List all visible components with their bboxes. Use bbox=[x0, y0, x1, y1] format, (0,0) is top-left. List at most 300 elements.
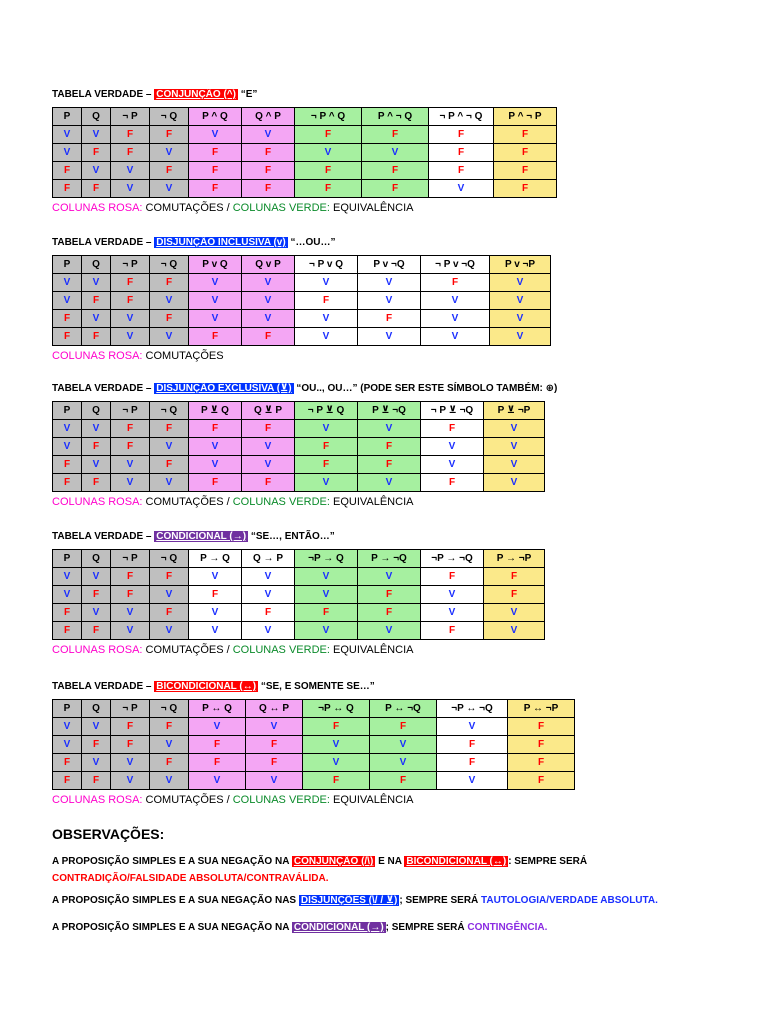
caption-green-label: COLUNAS VERDE: bbox=[232, 202, 330, 214]
truth-value-cell: F bbox=[370, 718, 437, 736]
table-title bbox=[52, 680, 575, 694]
truth-value-cell: F bbox=[242, 162, 295, 180]
header-cell: ¬P ↔ Q bbox=[303, 700, 370, 718]
table-title bbox=[52, 530, 545, 544]
truth-value-cell: V bbox=[303, 736, 370, 754]
truth-value-cell: F bbox=[111, 438, 150, 456]
truth-value-cell: V bbox=[246, 772, 303, 790]
truth-value-cell: V bbox=[82, 162, 111, 180]
truth-value-cell: V bbox=[358, 420, 421, 438]
title-highlight: BICONDICIONAL (↔) bbox=[156, 681, 257, 692]
header-cell: ¬ P bbox=[111, 108, 150, 126]
table-row bbox=[53, 292, 551, 310]
table-row bbox=[53, 772, 575, 790]
truth-value-cell: V bbox=[484, 438, 545, 456]
table-row bbox=[53, 438, 545, 456]
truth-value-cell: F bbox=[53, 754, 82, 772]
truth-value-cell: F bbox=[494, 144, 557, 162]
observation-line-1b: CONTRADIÇÃO/FALSIDADE ABSOLUTA/CONTRAVÁLIDA. bbox=[52, 873, 329, 884]
truth-value-cell: V bbox=[111, 772, 150, 790]
header-cell: ¬ P ^ Q bbox=[295, 108, 362, 126]
truth-value-cell: V bbox=[189, 438, 242, 456]
truth-value-cell: F bbox=[484, 568, 545, 586]
header-cell: P ⊻ ¬P bbox=[484, 402, 545, 420]
truth-value-cell: V bbox=[82, 274, 111, 292]
title-suffix: “SE…, ENTÃO…” bbox=[248, 531, 335, 542]
caption-equivalencia: EQUIVALÊNCIA bbox=[329, 794, 414, 806]
truth-value-cell: V bbox=[111, 754, 150, 772]
truth-value-cell: V bbox=[358, 328, 421, 346]
truth-value-cell: F bbox=[53, 310, 82, 328]
truth-table-section-4 bbox=[52, 530, 545, 657]
truth-value-cell: F bbox=[189, 736, 246, 754]
table-caption bbox=[52, 793, 575, 807]
truth-value-cell: F bbox=[189, 180, 242, 198]
obs-highlight-disjuncoes: DISJUNÇÕES (\/ / ⊻) bbox=[300, 895, 398, 906]
header-cell: Q ↔ P bbox=[246, 700, 303, 718]
title-highlight: DISJUNÇÃO INCLUSIVA (v) bbox=[156, 237, 286, 248]
truth-table bbox=[52, 255, 551, 346]
table-caption bbox=[52, 349, 551, 363]
truth-value-cell: F bbox=[150, 718, 189, 736]
truth-value-cell: F bbox=[508, 754, 575, 772]
truth-value-cell: V bbox=[362, 144, 429, 162]
truth-value-cell: F bbox=[111, 586, 150, 604]
table-row bbox=[53, 622, 545, 640]
header-cell: ¬P ↔ ¬Q bbox=[437, 700, 508, 718]
truth-value-cell: V bbox=[490, 310, 551, 328]
header-cell: ¬ Q bbox=[150, 402, 189, 420]
caption-pink-label: COLUNAS ROSA: bbox=[52, 350, 143, 362]
truth-value-cell: F bbox=[295, 162, 362, 180]
truth-value-cell: F bbox=[82, 772, 111, 790]
truth-value-cell: V bbox=[437, 772, 508, 790]
truth-value-cell: F bbox=[303, 718, 370, 736]
table-row bbox=[53, 456, 545, 474]
truth-value-cell: F bbox=[82, 180, 111, 198]
header-cell: P → Q bbox=[189, 550, 242, 568]
truth-value-cell: V bbox=[490, 274, 551, 292]
header-cell: Q bbox=[82, 108, 111, 126]
truth-value-cell: F bbox=[242, 144, 295, 162]
title-highlight: CONDICIONAL (→) bbox=[156, 531, 247, 542]
truth-value-cell: V bbox=[421, 438, 484, 456]
truth-value-cell: F bbox=[150, 604, 189, 622]
truth-value-cell: F bbox=[189, 162, 242, 180]
truth-value-cell: F bbox=[429, 144, 494, 162]
header-cell: ¬ P bbox=[111, 402, 150, 420]
table-header-row bbox=[53, 256, 551, 274]
title-prefix: TABELA VERDADE – bbox=[52, 681, 152, 692]
table-header-row bbox=[53, 700, 575, 718]
truth-value-cell: F bbox=[484, 586, 545, 604]
truth-value-cell: F bbox=[358, 310, 421, 328]
truth-value-cell: V bbox=[490, 292, 551, 310]
table-row bbox=[53, 420, 545, 438]
obs-text: A PROPOSIÇÃO SIMPLES E A SUA NEGAÇÃO NA bbox=[52, 856, 292, 867]
truth-value-cell: V bbox=[189, 310, 242, 328]
truth-value-cell: V bbox=[295, 622, 358, 640]
truth-value-cell: F bbox=[242, 604, 295, 622]
truth-table-section-3 bbox=[52, 382, 557, 509]
truth-value-cell: V bbox=[484, 420, 545, 438]
truth-value-cell: F bbox=[111, 292, 150, 310]
truth-value-cell: V bbox=[484, 622, 545, 640]
truth-value-cell: F bbox=[421, 420, 484, 438]
header-cell: Q bbox=[82, 256, 111, 274]
truth-value-cell: V bbox=[111, 328, 150, 346]
truth-table-section-1 bbox=[52, 88, 557, 215]
obs-result-contingencia: CONTINGÊNCIA. bbox=[467, 922, 548, 933]
truth-table bbox=[52, 401, 545, 492]
caption-pink-label: COLUNAS ROSA: bbox=[52, 644, 143, 656]
truth-value-cell: V bbox=[189, 772, 246, 790]
truth-value-cell: V bbox=[242, 586, 295, 604]
header-cell: ¬P → Q bbox=[295, 550, 358, 568]
header-cell: ¬ P v Q bbox=[295, 256, 358, 274]
caption-green-label: COLUNAS VERDE: bbox=[232, 496, 330, 508]
truth-value-cell: F bbox=[494, 180, 557, 198]
table-title bbox=[52, 236, 551, 250]
truth-value-cell: V bbox=[150, 292, 189, 310]
truth-value-cell: V bbox=[421, 310, 490, 328]
header-cell: ¬ P ⊻ Q bbox=[295, 402, 358, 420]
header-cell: P bbox=[53, 700, 82, 718]
truth-value-cell: V bbox=[189, 456, 242, 474]
obs-text: : SEMPRE SERÁ bbox=[508, 856, 588, 867]
caption-comutacoes: COMUTAÇÕES bbox=[142, 350, 224, 362]
truth-value-cell: F bbox=[82, 736, 111, 754]
truth-value-cell: F bbox=[150, 456, 189, 474]
truth-value-cell: F bbox=[421, 274, 490, 292]
truth-value-cell: V bbox=[189, 604, 242, 622]
truth-value-cell: V bbox=[295, 568, 358, 586]
truth-value-cell: V bbox=[189, 274, 242, 292]
truth-value-cell: F bbox=[150, 568, 189, 586]
caption-comutacoes: COMUTAÇÕES / bbox=[142, 202, 233, 214]
truth-value-cell: V bbox=[295, 328, 358, 346]
truth-value-cell: F bbox=[421, 474, 484, 492]
obs-highlight-bicondicional: BICONDICIONAL (↔) bbox=[406, 856, 507, 867]
truth-value-cell: F bbox=[53, 456, 82, 474]
caption-equivalencia: EQUIVALÊNCIA bbox=[329, 496, 414, 508]
truth-value-cell: F bbox=[189, 144, 242, 162]
truth-table-section-2 bbox=[52, 236, 551, 363]
header-cell: P ^ ¬ P bbox=[494, 108, 557, 126]
truth-value-cell: V bbox=[150, 622, 189, 640]
truth-value-cell: F bbox=[421, 622, 484, 640]
caption-equivalencia: EQUIVALÊNCIA bbox=[329, 202, 414, 214]
truth-value-cell: V bbox=[53, 568, 82, 586]
truth-value-cell: V bbox=[150, 736, 189, 754]
truth-value-cell: F bbox=[53, 604, 82, 622]
header-cell: P ↔ Q bbox=[189, 700, 246, 718]
truth-value-cell: V bbox=[111, 474, 150, 492]
truth-value-cell: V bbox=[82, 456, 111, 474]
header-cell: Q ⊻ P bbox=[242, 402, 295, 420]
title-suffix: “…OU…” bbox=[287, 237, 336, 248]
obs-text: E NA bbox=[375, 856, 405, 867]
caption-pink-label: COLUNAS ROSA: bbox=[52, 202, 143, 214]
header-cell: P v Q bbox=[189, 256, 242, 274]
caption-comutacoes: COMUTAÇÕES / bbox=[142, 644, 233, 656]
caption-equivalencia: EQUIVALÊNCIA bbox=[329, 644, 414, 656]
table-row bbox=[53, 754, 575, 772]
truth-value-cell: V bbox=[358, 568, 421, 586]
obs-text: A PROPOSIÇÃO SIMPLES E A SUA NEGAÇÃO NA bbox=[52, 922, 292, 933]
title-prefix: TABELA VERDADE – bbox=[52, 531, 152, 542]
truth-table bbox=[52, 549, 545, 640]
truth-value-cell: V bbox=[111, 162, 150, 180]
truth-value-cell: V bbox=[484, 456, 545, 474]
table-row bbox=[53, 328, 551, 346]
truth-value-cell: F bbox=[53, 328, 82, 346]
caption-green-label: COLUNAS VERDE: bbox=[232, 644, 330, 656]
truth-value-cell: V bbox=[189, 622, 242, 640]
obs-highlight-condicional: CONDICIONAL (→) bbox=[293, 922, 384, 933]
truth-value-cell: F bbox=[53, 474, 82, 492]
truth-value-cell: F bbox=[53, 622, 82, 640]
header-cell: ¬P → ¬Q bbox=[421, 550, 484, 568]
truth-value-cell: V bbox=[82, 604, 111, 622]
title-prefix: TABELA VERDADE – bbox=[52, 237, 152, 248]
truth-table bbox=[52, 107, 557, 198]
truth-value-cell: F bbox=[358, 586, 421, 604]
truth-value-cell: V bbox=[189, 292, 242, 310]
truth-value-cell: V bbox=[303, 754, 370, 772]
header-cell: ¬ Q bbox=[150, 108, 189, 126]
truth-value-cell: F bbox=[82, 586, 111, 604]
header-cell: Q bbox=[82, 550, 111, 568]
header-cell: ¬ Q bbox=[150, 700, 189, 718]
header-cell: Q v P bbox=[242, 256, 295, 274]
truth-value-cell: F bbox=[508, 718, 575, 736]
title-suffix: “E” bbox=[237, 89, 258, 100]
truth-value-cell: V bbox=[111, 180, 150, 198]
truth-value-cell: V bbox=[53, 126, 82, 144]
obs-result-tautologia: TAUTOLOGIA/VERDADE ABSOLUTA. bbox=[481, 895, 658, 906]
truth-value-cell: V bbox=[82, 754, 111, 772]
truth-value-cell: V bbox=[53, 438, 82, 456]
observation-line-3 bbox=[52, 922, 547, 933]
truth-value-cell: F bbox=[82, 144, 111, 162]
truth-value-cell: V bbox=[150, 586, 189, 604]
table-row bbox=[53, 586, 545, 604]
truth-value-cell: F bbox=[82, 292, 111, 310]
observation-line-2 bbox=[52, 895, 658, 906]
table-title bbox=[52, 382, 557, 396]
truth-value-cell: V bbox=[150, 144, 189, 162]
truth-value-cell: F bbox=[494, 162, 557, 180]
header-cell: Q → P bbox=[242, 550, 295, 568]
obs-text: ; SEMPRE SERÁ bbox=[385, 922, 468, 933]
table-row bbox=[53, 568, 545, 586]
observation-line-1 bbox=[52, 856, 587, 867]
truth-value-cell: F bbox=[508, 772, 575, 790]
truth-value-cell: V bbox=[421, 604, 484, 622]
truth-value-cell: F bbox=[437, 736, 508, 754]
table-row bbox=[53, 180, 557, 198]
table-header-row bbox=[53, 550, 545, 568]
truth-value-cell: F bbox=[295, 604, 358, 622]
header-cell: ¬ P v ¬Q bbox=[421, 256, 490, 274]
truth-value-cell: V bbox=[82, 420, 111, 438]
header-cell: ¬ P ⊻ ¬Q bbox=[421, 402, 484, 420]
truth-value-cell: F bbox=[53, 772, 82, 790]
truth-value-cell: F bbox=[295, 456, 358, 474]
truth-value-cell: V bbox=[295, 310, 358, 328]
truth-value-cell: F bbox=[111, 144, 150, 162]
truth-value-cell: V bbox=[484, 474, 545, 492]
truth-value-cell: V bbox=[53, 586, 82, 604]
truth-value-cell: V bbox=[242, 126, 295, 144]
truth-value-cell: V bbox=[150, 180, 189, 198]
table-row bbox=[53, 274, 551, 292]
table-title bbox=[52, 88, 557, 102]
header-cell: P bbox=[53, 402, 82, 420]
header-cell: P ↔ ¬P bbox=[508, 700, 575, 718]
truth-value-cell: F bbox=[150, 310, 189, 328]
truth-value-cell: F bbox=[242, 420, 295, 438]
truth-value-cell: V bbox=[490, 328, 551, 346]
truth-value-cell: V bbox=[53, 736, 82, 754]
caption-comutacoes: COMUTAÇÕES / bbox=[142, 794, 233, 806]
table-row bbox=[53, 718, 575, 736]
truth-table-section-5 bbox=[52, 680, 575, 807]
truth-value-cell: F bbox=[421, 568, 484, 586]
truth-value-cell: F bbox=[189, 328, 242, 346]
header-cell: P → ¬P bbox=[484, 550, 545, 568]
truth-value-cell: V bbox=[295, 420, 358, 438]
truth-value-cell: F bbox=[111, 718, 150, 736]
title-suffix: “SE, E SOMENTE SE…” bbox=[258, 681, 375, 692]
truth-value-cell: V bbox=[111, 310, 150, 328]
truth-value-cell: F bbox=[429, 162, 494, 180]
obs-highlight-conjuncao: CONJUNÇÃO (/\) bbox=[293, 856, 374, 867]
truth-value-cell: F bbox=[242, 328, 295, 346]
obs-text: ; SEMPRE SERÁ bbox=[399, 895, 482, 906]
truth-value-cell: F bbox=[111, 736, 150, 754]
truth-value-cell: V bbox=[242, 292, 295, 310]
truth-value-cell: V bbox=[242, 456, 295, 474]
truth-value-cell: V bbox=[295, 586, 358, 604]
truth-value-cell: F bbox=[358, 438, 421, 456]
truth-value-cell: V bbox=[242, 438, 295, 456]
truth-value-cell: V bbox=[189, 718, 246, 736]
header-cell: Q bbox=[82, 700, 111, 718]
truth-value-cell: F bbox=[362, 180, 429, 198]
header-cell: P v ¬P bbox=[490, 256, 551, 274]
truth-value-cell: V bbox=[53, 274, 82, 292]
header-cell: P ↔ ¬Q bbox=[370, 700, 437, 718]
truth-value-cell: V bbox=[295, 474, 358, 492]
truth-value-cell: V bbox=[358, 292, 421, 310]
truth-value-cell: F bbox=[150, 162, 189, 180]
table-caption bbox=[52, 643, 545, 657]
truth-value-cell: V bbox=[246, 718, 303, 736]
truth-value-cell: V bbox=[150, 474, 189, 492]
table-row bbox=[53, 310, 551, 328]
truth-value-cell: F bbox=[189, 754, 246, 772]
truth-value-cell: F bbox=[111, 568, 150, 586]
table-header-row bbox=[53, 402, 545, 420]
truth-value-cell: F bbox=[429, 126, 494, 144]
truth-value-cell: F bbox=[111, 274, 150, 292]
truth-value-cell: V bbox=[437, 718, 508, 736]
table-caption bbox=[52, 201, 557, 215]
truth-value-cell: V bbox=[189, 126, 242, 144]
caption-pink-label: COLUNAS ROSA: bbox=[52, 496, 143, 508]
truth-value-cell: F bbox=[362, 162, 429, 180]
truth-value-cell: F bbox=[242, 180, 295, 198]
truth-table bbox=[52, 699, 575, 790]
truth-value-cell: V bbox=[150, 772, 189, 790]
truth-value-cell: V bbox=[370, 736, 437, 754]
header-cell: P ^ Q bbox=[189, 108, 242, 126]
truth-value-cell: V bbox=[295, 274, 358, 292]
header-cell: P bbox=[53, 550, 82, 568]
table-header-row bbox=[53, 108, 557, 126]
truth-value-cell: V bbox=[189, 568, 242, 586]
title-highlight: CONJUNÇÃO (^) bbox=[156, 89, 236, 100]
header-cell: Q bbox=[82, 402, 111, 420]
truth-value-cell: V bbox=[358, 474, 421, 492]
header-cell: ¬ P bbox=[111, 700, 150, 718]
truth-value-cell: V bbox=[53, 144, 82, 162]
truth-value-cell: F bbox=[150, 126, 189, 144]
truth-value-cell: F bbox=[358, 604, 421, 622]
truth-value-cell: V bbox=[484, 604, 545, 622]
header-cell: ¬ P ^ ¬ Q bbox=[429, 108, 494, 126]
truth-value-cell: V bbox=[82, 718, 111, 736]
truth-value-cell: V bbox=[421, 586, 484, 604]
truth-value-cell: F bbox=[508, 736, 575, 754]
table-row bbox=[53, 162, 557, 180]
observations-heading: OBSERVAÇÕES: bbox=[52, 826, 165, 842]
truth-value-cell: V bbox=[82, 126, 111, 144]
truth-value-cell: V bbox=[242, 622, 295, 640]
header-cell: P ⊻ ¬Q bbox=[358, 402, 421, 420]
truth-value-cell: F bbox=[246, 736, 303, 754]
truth-value-cell: F bbox=[82, 474, 111, 492]
truth-value-cell: F bbox=[82, 438, 111, 456]
truth-value-cell: F bbox=[295, 438, 358, 456]
truth-value-cell: F bbox=[189, 586, 242, 604]
truth-value-cell: F bbox=[358, 456, 421, 474]
header-cell: ¬ Q bbox=[150, 256, 189, 274]
table-row bbox=[53, 604, 545, 622]
truth-value-cell: V bbox=[53, 718, 82, 736]
truth-value-cell: F bbox=[53, 162, 82, 180]
truth-value-cell: F bbox=[189, 420, 242, 438]
truth-value-cell: F bbox=[53, 180, 82, 198]
truth-value-cell: V bbox=[82, 310, 111, 328]
truth-value-cell: V bbox=[242, 310, 295, 328]
truth-value-cell: F bbox=[295, 292, 358, 310]
truth-value-cell: V bbox=[111, 456, 150, 474]
truth-value-cell: F bbox=[150, 274, 189, 292]
truth-value-cell: F bbox=[437, 754, 508, 772]
truth-value-cell: F bbox=[370, 772, 437, 790]
truth-value-cell: V bbox=[429, 180, 494, 198]
truth-value-cell: V bbox=[111, 622, 150, 640]
obs-text: A PROPOSIÇÃO SIMPLES E A SUA NEGAÇÃO NAS bbox=[52, 895, 299, 906]
truth-value-cell: V bbox=[421, 456, 484, 474]
truth-value-cell: V bbox=[421, 292, 490, 310]
truth-value-cell: F bbox=[362, 126, 429, 144]
header-cell: Q ^ P bbox=[242, 108, 295, 126]
title-highlight: DISJUNÇÃO EXCLUSIVA (⊻) bbox=[156, 383, 292, 394]
